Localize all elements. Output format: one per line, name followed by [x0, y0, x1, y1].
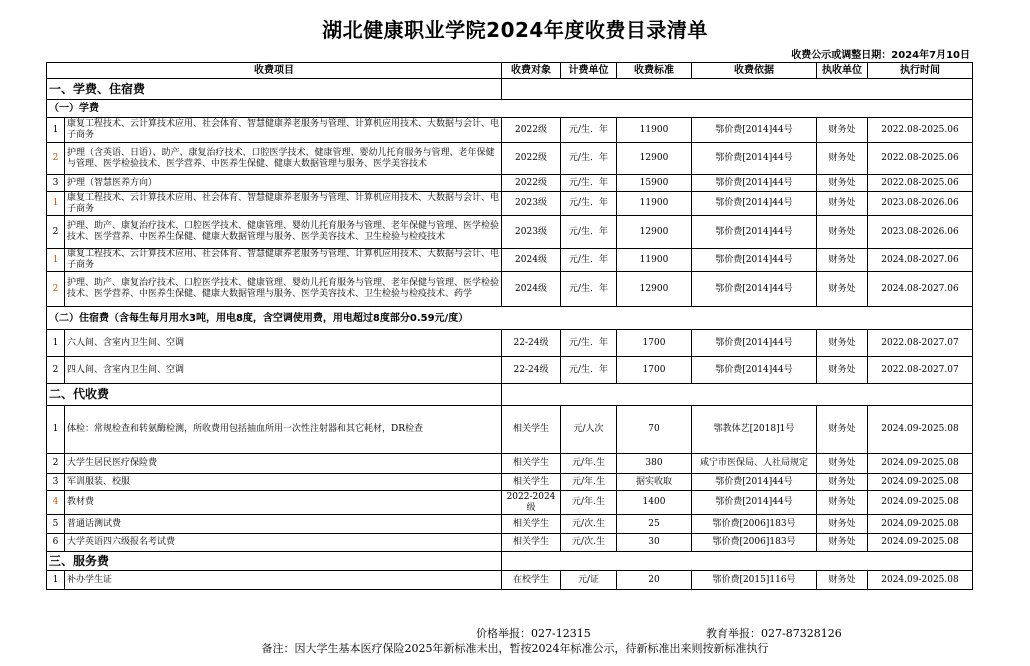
fee-basis: 鄂教体艺[2018]1号: [692, 406, 817, 454]
table-row: [47, 571, 973, 590]
header-basis: 收费依据: [692, 63, 817, 79]
subsection-row: [47, 100, 973, 118]
fee-period: 2022.08-2027.07: [868, 357, 973, 384]
fee-unit: 元/年.生: [561, 454, 617, 474]
fee-period: 2024.09-2025.08: [868, 491, 973, 515]
fee-dept: 财务处: [817, 175, 868, 192]
fee-amount: 据实收取: [617, 474, 692, 491]
fee-dept: 财务处: [817, 192, 868, 216]
fee-target: 2024级: [502, 249, 561, 272]
table-row: [47, 406, 973, 454]
header-row: [47, 63, 973, 79]
header-target: 收费对象: [502, 63, 561, 79]
fee-basis: 鄂价费[2006]183号: [692, 534, 817, 552]
fee-target: 在校学生: [502, 571, 561, 590]
row-number: 3: [47, 175, 65, 192]
fee-basis: 鄂价费[2014]44号: [692, 357, 817, 384]
price-hotline: 价格举报：027-12315: [476, 627, 591, 640]
fee-dept: 财务处: [817, 406, 868, 454]
table-row: [47, 474, 973, 491]
section-row: [47, 384, 973, 406]
fee-item: 补办学生证: [65, 571, 502, 590]
fee-period: 2022.08-2025.06: [868, 118, 973, 143]
section-title: （二）住宿费（含每生每月用水3吨，用电8度，含空调使用费，用电超过8度部分0.59元/度）: [47, 307, 973, 330]
fee-unit: 元/年.生: [561, 491, 617, 515]
fee-basis: 鄂价费[2014]44号: [692, 175, 817, 192]
section-title: （一）学费: [47, 100, 973, 118]
fee-unit: 元/生．年: [561, 272, 617, 307]
fee-target: 2022级: [502, 175, 561, 192]
fee-target: 相关学生: [502, 515, 561, 534]
fee-item: 护理、助产、康复治疗技术、口腔医学技术、健康管理、婴幼儿托育服务与管理、老年保健与管理、医学检验技术、医学营养、中医养生保健、健康大数据管理与服务、医学美容技术、卫生检验与检疫技术: [65, 216, 502, 249]
fee-target: 2022级: [502, 118, 561, 143]
row-number: 2: [47, 454, 65, 474]
row-number: 1: [47, 571, 65, 590]
fee-amount: 15900: [617, 175, 692, 192]
fee-item: 六人间、含室内卫生间、空调: [65, 330, 502, 357]
row-number: 1: [47, 192, 65, 216]
fee-dept: 财务处: [817, 272, 868, 307]
row-number: 4: [47, 491, 65, 515]
edu-hotline: 教育举报：027-87328126: [706, 627, 842, 640]
header-item: 收费项目: [47, 63, 502, 79]
footnote: 备注：因大学生基本医疗保险2025年新标准未出，暂按2024年标准公示，待新标准出来则按新标准执行: [261, 642, 769, 655]
fee-unit: 元/证: [561, 571, 617, 590]
fee-dept: 财务处: [817, 357, 868, 384]
publish-date: 收费公示或调整日期：2024年7月10日: [791, 50, 970, 61]
row-number: 2: [47, 357, 65, 384]
subsection-row: [47, 307, 973, 330]
fee-item: 护理、助产、康复治疗技术、口腔医学技术、健康管理、婴幼儿托育服务与管理、老年保健与管理、医学检验技术、医学营养、中医养生保健、健康大数据管理与服务、医学美容技术、卫生检验与检疫技术、药学: [65, 272, 502, 307]
fee-target: 2023级: [502, 192, 561, 216]
fee-period: 2024.09-2025.08: [868, 571, 973, 590]
fee-target: 相关学生: [502, 534, 561, 552]
header-period: 执行时间: [868, 63, 973, 79]
fee-basis: 鄂价费[2014]44号: [692, 192, 817, 216]
row-number: 2: [47, 216, 65, 249]
table-row: [47, 534, 973, 552]
fee-amount: 12900: [617, 143, 692, 175]
fee-target: 2022级: [502, 143, 561, 175]
fee-item: 康复工程技术、云计算技术应用、社会体育、智慧健康养老服务与管理、计算机应用技术、大数据与会计、电子商务: [65, 192, 502, 216]
fee-basis: 鄂价费[2006]183号: [692, 515, 817, 534]
fee-basis: 咸宁市医保局、人社局规定: [692, 454, 817, 474]
fee-period: 2022.08-2025.06: [868, 143, 973, 175]
fee-dept: 财务处: [817, 330, 868, 357]
fee-unit: 元/次.生: [561, 515, 617, 534]
fee-amount: 12900: [617, 216, 692, 249]
table-row: [47, 491, 973, 515]
section-blank: [502, 79, 973, 100]
fee-amount: 12900: [617, 272, 692, 307]
fee-item: 体检：常规检查和转氨酶检测，所收费用包括抽血所用一次性注射器和其它耗材，DR检查: [65, 406, 502, 454]
row-number: 1: [47, 406, 65, 454]
fee-amount: 30: [617, 534, 692, 552]
fee-dept: 财务处: [817, 515, 868, 534]
row-number: 1: [47, 249, 65, 272]
fee-target: 相关学生: [502, 454, 561, 474]
table-row: [47, 192, 973, 216]
section-title: 一、学费、住宿费: [47, 79, 502, 100]
fee-item: 大学生居民医疗保险费: [65, 454, 502, 474]
table-row: [47, 454, 973, 474]
row-number: 5: [47, 515, 65, 534]
fee-target: 22-24级: [502, 330, 561, 357]
fee-table: [46, 62, 973, 590]
fee-dept: 财务处: [817, 216, 868, 249]
fee-basis: 鄂价费[2014]44号: [692, 216, 817, 249]
table-row: [47, 216, 973, 249]
row-number: 1: [47, 118, 65, 143]
fee-dept: 财务处: [817, 118, 868, 143]
fee-item: 教材费: [65, 491, 502, 515]
fee-target: 22-24级: [502, 357, 561, 384]
fee-target: 2024级: [502, 272, 561, 307]
fee-unit: 元/生．年: [561, 216, 617, 249]
row-number: 2: [47, 272, 65, 307]
section-row: [47, 552, 973, 571]
fee-period: 2023.08-2026.06: [868, 216, 973, 249]
fee-dept: 财务处: [817, 249, 868, 272]
fee-unit: 元/年.生: [561, 474, 617, 491]
page-title: 湖北健康职业学院2024年度收费目录清单: [322, 18, 708, 42]
table-row: [47, 272, 973, 307]
fee-basis: 鄂价费[2014]44号: [692, 249, 817, 272]
fee-item: 护理（含英语、日语）、助产、康复治疗技术、口腔医学技术、健康管理、婴幼儿托育服务与管理、老年保健与管理、医学检验技术、医学营养、中医养生保健、健康大数据管理与服务、医学美容技术: [65, 143, 502, 175]
fee-period: 2024.08-2027.06: [868, 249, 973, 272]
fee-basis: 鄂价费[2014]44号: [692, 272, 817, 307]
fee-unit: 元/生．年: [561, 192, 617, 216]
fee-dept: 财务处: [817, 474, 868, 491]
fee-unit: 元/人次: [561, 406, 617, 454]
fee-item: 康复工程技术、云计算技术应用、社会体育、智慧健康养老服务与管理、计算机应用技术、大数据与会计、电子商务: [65, 118, 502, 143]
table-row: [47, 143, 973, 175]
fee-basis: 鄂价费[2015]116号: [692, 571, 817, 590]
fee-period: 2024.09-2025.08: [868, 515, 973, 534]
fee-period: 2022.08-2025.06: [868, 175, 973, 192]
table-row: [47, 515, 973, 534]
fee-dept: 财务处: [817, 143, 868, 175]
section-title: 二、代收费: [47, 384, 502, 406]
fee-basis: 鄂价费[2014]44号: [692, 118, 817, 143]
fee-amount: 11900: [617, 118, 692, 143]
fee-period: 2024.08-2027.06: [868, 272, 973, 307]
fee-item: 普通话测试费: [65, 515, 502, 534]
fee-dept: 财务处: [817, 534, 868, 552]
fee-dept: 财务处: [817, 491, 868, 515]
fee-unit: 元/生．年: [561, 330, 617, 357]
row-number: 3: [47, 474, 65, 491]
fee-basis: 鄂价费[2014]44号: [692, 330, 817, 357]
fee-item: 军训服装、校服: [65, 474, 502, 491]
fee-unit: 元/生．年: [561, 118, 617, 143]
section-title: 三、服务费: [47, 552, 502, 571]
fee-target: 相关学生: [502, 406, 561, 454]
fee-unit: 元/生．年: [561, 357, 617, 384]
fee-item: 四人间、含室内卫生间、空调: [65, 357, 502, 384]
fee-target: 2022-2024级: [502, 491, 561, 515]
fee-amount: 70: [617, 406, 692, 454]
fee-amount: 11900: [617, 249, 692, 272]
fee-period: 2024.09-2025.08: [868, 406, 973, 454]
fee-period: 2022.08-2027.07: [868, 330, 973, 357]
fee-target: 相关学生: [502, 474, 561, 491]
section-blank: [502, 552, 973, 571]
fee-basis: 鄂价费[2014]44号: [692, 474, 817, 491]
table-row: [47, 357, 973, 384]
fee-amount: 1700: [617, 357, 692, 384]
section-blank: [502, 384, 973, 406]
row-number: 1: [47, 330, 65, 357]
fee-basis: 鄂价费[2014]44号: [692, 491, 817, 515]
fee-amount: 11900: [617, 192, 692, 216]
fee-amount: 20: [617, 571, 692, 590]
fee-basis: 鄂价费[2014]44号: [692, 143, 817, 175]
header-dept: 执收单位: [817, 63, 868, 79]
table-row: [47, 118, 973, 143]
fee-period: 2024.09-2025.08: [868, 454, 973, 474]
fee-item: 大学英语四六级报名考试费: [65, 534, 502, 552]
fee-dept: 财务处: [817, 454, 868, 474]
fee-period: 2024.09-2025.08: [868, 534, 973, 552]
row-number: 6: [47, 534, 65, 552]
fee-target: 2023级: [502, 216, 561, 249]
fee-unit: 元/生．年: [561, 175, 617, 192]
fee-unit: 元/生．年: [561, 249, 617, 272]
fee-dept: 财务处: [817, 571, 868, 590]
row-number: 2: [47, 143, 65, 175]
fee-item: 护理（智慧医养方向）: [65, 175, 502, 192]
fee-item: 康复工程技术、云计算技术应用、社会体育、智慧健康养老服务与管理、计算机应用技术、大数据与会计、电子商务: [65, 249, 502, 272]
table-row: [47, 175, 973, 192]
table-row: [47, 330, 973, 357]
fee-period: 2023.08-2026.06: [868, 192, 973, 216]
fee-amount: 380: [617, 454, 692, 474]
header-amount: 收费标准: [617, 63, 692, 79]
fee-period: 2024.09-2025.08: [868, 474, 973, 491]
fee-unit: 元/生．年: [561, 143, 617, 175]
fee-unit: 元/次.生: [561, 534, 617, 552]
fee-amount: 1700: [617, 330, 692, 357]
header-unit: 计费单位: [561, 63, 617, 79]
table-row: [47, 249, 973, 272]
fee-amount: 25: [617, 515, 692, 534]
section-row: [47, 79, 973, 100]
fee-amount: 1400: [617, 491, 692, 515]
